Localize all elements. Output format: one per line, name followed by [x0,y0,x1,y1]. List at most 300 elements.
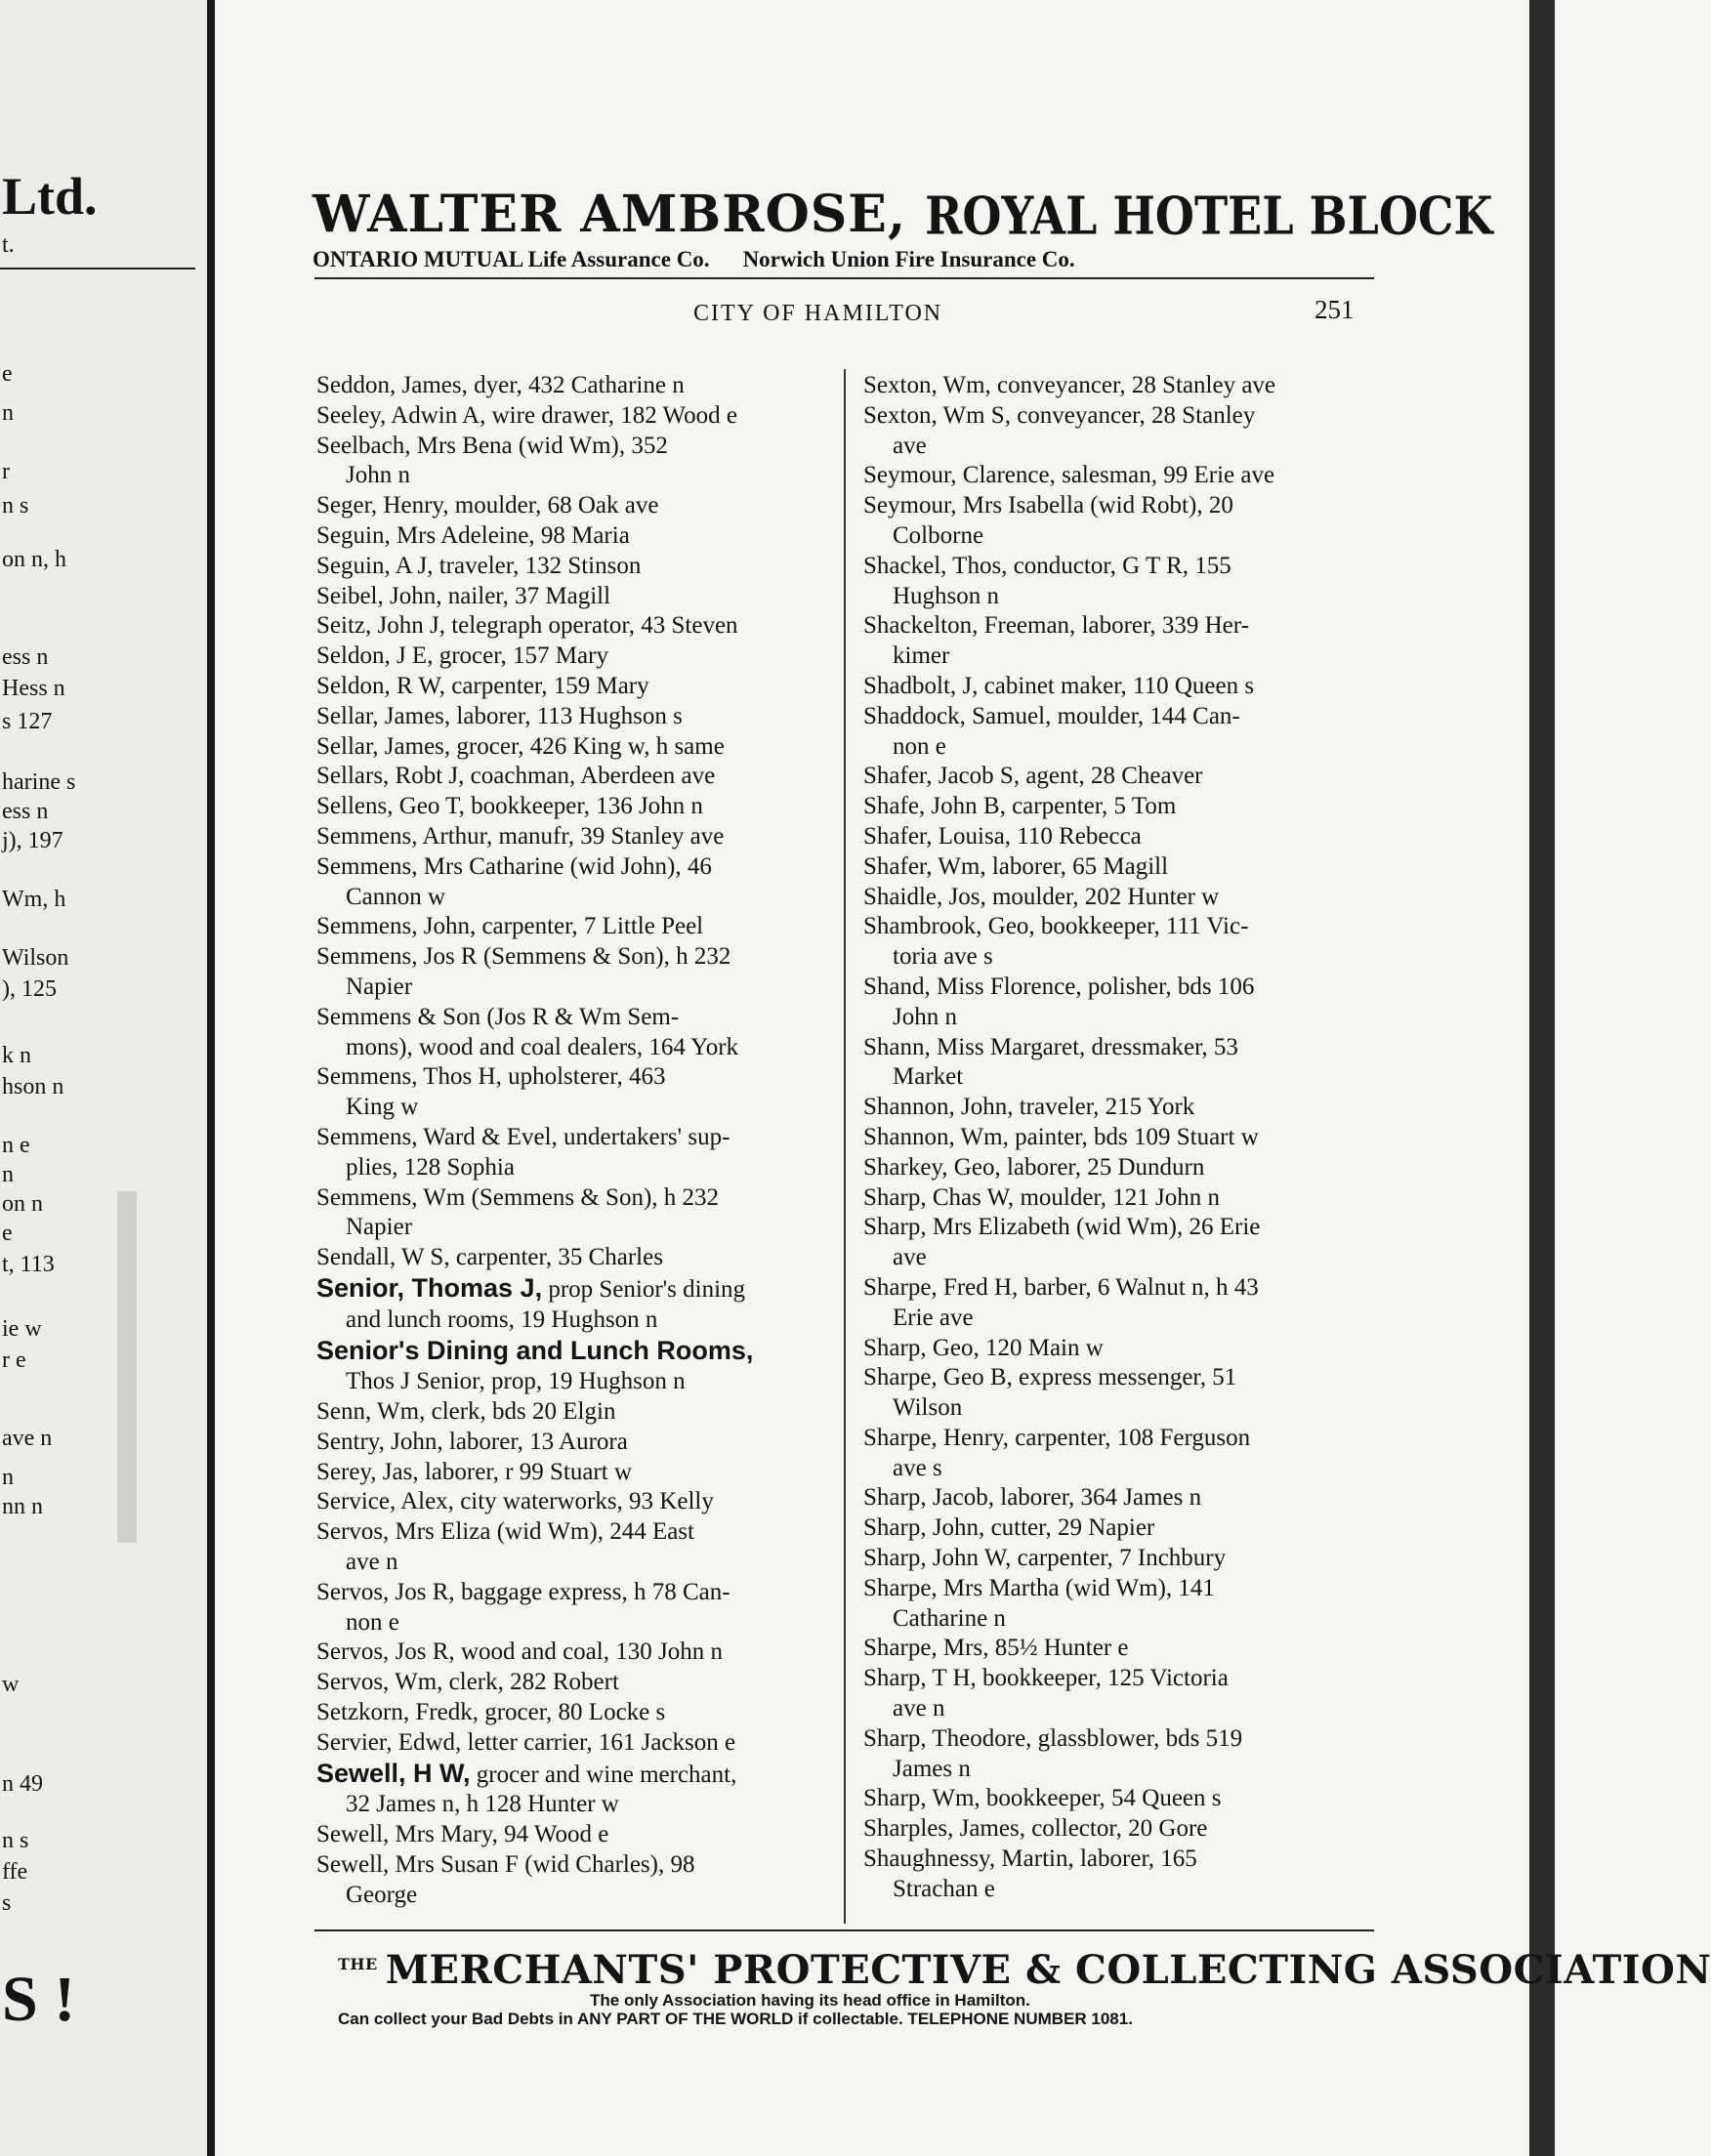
entry-details: (wid Wm), 141 [1064,1574,1215,1601]
directory-entry [316,611,844,642]
directory-entry [863,1634,1391,1664]
entry-name: Seitz, John J, [316,612,445,640]
entry-details: coachman, Aberdeen ave [470,763,716,790]
advertiser-headline [313,185,1493,247]
entry-details: (wid Charles), 98 [524,1851,695,1879]
entry-name: Sharpe, Geo B, [863,1364,1013,1391]
prev-page-fragment: Wilson [2,945,69,971]
directory-column-right [863,371,1391,1905]
entry-name: Sharp, Jacob, [863,1484,994,1512]
entry-name: Seldon, R W, [316,672,445,699]
entry-details: collector, 20 Gore [1031,1815,1208,1843]
entry-details: moulder, 121 John n [1020,1183,1220,1211]
entry-name: Senior, Thomas J, [316,1272,543,1303]
directory-entry [316,432,844,492]
entry-details: bookkeeper, 54 Queen s [985,1785,1222,1812]
entry-details: conductor, G T R, 155 [1013,552,1231,579]
entry-name: Sewell, Mrs Mary, [316,1821,498,1848]
entry-continuation: 32 James n, h 128 Hunter w [346,1791,619,1818]
directory-entry [316,792,844,822]
page-number: 251 [1315,295,1355,324]
entry-details: wood and coal, 130 John n [460,1638,723,1666]
entry-name: Semmens & Son [316,1003,481,1030]
entry-details: (wid Robt), 20 [1090,492,1233,519]
entry-details: moulder, 202 Hunter w [991,883,1220,910]
entry-name: Sewell, H W, [316,1758,471,1788]
directory-entry [863,792,1391,822]
directory-entry [316,1517,844,1578]
directory-entry [863,401,1391,462]
directory-entry [863,1334,1391,1364]
entry-details: grocer and wine merchant, [476,1761,737,1788]
footer-advertisement [338,1943,1711,2029]
entry-name: Seger, Henry, [316,492,449,519]
ltd-fragment: Ltd. [2,167,98,226]
directory-entry [316,1850,844,1911]
entry-details: laborer, 113 Hughson s [456,702,683,729]
entry-name: Setzkorn, Fredk, [316,1699,479,1726]
entry-name: Sentry, John, [316,1428,443,1455]
entry-name: Semmens, Jos R [316,943,478,971]
prev-page-rule [0,268,195,270]
directory-entry [863,1845,1391,1905]
entry-continuation: Strachan e [893,1875,995,1902]
prev-page-fragment: n e [2,1133,30,1158]
prev-page-fragment: r e [2,1348,26,1373]
entry-name: Seddon, James, [316,372,468,398]
entry-details: conveyancer, 28 Stanley ave [997,372,1276,398]
entry-details: prop Senior's dining [548,1275,746,1303]
entry-name: Sharpe, Mrs Martha [863,1574,1060,1601]
entry-name: Semmens, Ward & Evel, [316,1123,558,1150]
entry-details: 94 Wood e [504,1821,609,1848]
prev-page-fragment: harine s [2,769,76,795]
entry-details: telegraph operator, 43 Steven [451,612,738,640]
entry-details: nailer, 37 Magill [447,582,611,609]
directory-entry [316,1578,844,1638]
entry-name: Sewell, Mrs Susan F [316,1851,519,1879]
entry-details: laborer, r 99 Stuart w [424,1458,632,1485]
entry-details: barber, 6 Walnut n, h 43 [1023,1273,1259,1301]
directory-entry [863,883,1391,913]
directory-entry [863,762,1391,792]
directory-entry [316,1428,844,1458]
directory-entry [863,1273,1391,1334]
prev-page-fragment: j), 197 [2,828,63,853]
directory-entry [863,973,1391,1033]
prev-page-fragment: n [2,400,14,426]
directory-entry [316,1003,844,1063]
entry-details: baggage express, h 78 Can- [460,1578,730,1605]
entry-name: Sharpe, Fred H, [863,1273,1019,1301]
prev-page-fragment: e [2,361,13,387]
prev-page-fragment: n s [2,493,29,518]
directory-entry [316,1273,844,1336]
entry-name: Seldon, J E, [316,643,434,670]
directory-entry [316,1820,844,1850]
entry-name: Sharp, John, [863,1514,985,1542]
association-contact: Can collect your Bad Debts in ANY PART OF THE WORLD if collectable. TELEPHONE NUMBER 1081. [338,2010,1133,2028]
entry-name: Semmens, Arthur, [316,822,493,850]
association-tagline: The only Association having its head office in Hamilton. [590,1991,1030,2010]
prev-page-fragment: Wm, h [2,887,66,912]
entry-details: carpenter, 159 Mary [451,672,649,699]
entry-name: Shackelton, Freeman, [863,612,1076,640]
entry-continuation: Market [893,1063,964,1091]
entry-details: (Semmens & Son), h 232 [471,1183,720,1211]
entry-name: Shannon, John, [863,1094,1014,1121]
entry-details: carpenter, 7 Little Peel [481,913,704,940]
entry-name: Sharp, Theodore, [863,1724,1032,1752]
directory-entry [863,491,1391,552]
directory-entry [863,702,1391,763]
directory-entry [863,822,1391,852]
entry-details: laborer, 165 [1079,1845,1197,1873]
prev-page-fragment: n 49 [2,1771,43,1797]
entry-details: salesman, 99 Erie ave [1062,462,1275,489]
directory-entry [863,1093,1391,1123]
entry-name: Servos, Mrs Eliza [316,1518,491,1546]
entry-continuation: Erie ave [893,1304,974,1331]
previous-page-fragment [0,0,207,2156]
entry-name: Servos, Jos R, [316,1578,455,1605]
directory-entry [316,1336,844,1398]
prev-page-fragment: ie w [2,1316,42,1342]
entry-details: (wid Wm), 352 [518,432,668,459]
entry-continuation: mons), wood and coal dealers, 164 York [346,1033,739,1060]
entry-continuation: John n [346,462,410,489]
entry-details: carpenter, 7 Inchbury [1017,1545,1227,1572]
entry-details: traveler, 132 Stinson [438,552,642,579]
entry-name: Shaddock, Samuel, [863,702,1052,729]
directory-entry [316,552,844,582]
directory-entry [863,461,1391,491]
column-divider [844,369,846,1924]
entry-name: Servos, Jos R, [316,1638,455,1666]
association-title [338,1943,1711,1993]
entry-name: Shambrook, Geo, [863,913,1035,940]
entry-details: traveler, 215 York [1019,1094,1195,1121]
entry-name: Seymour, Clarence, [863,462,1056,489]
entry-details: laborer, 65 Magill [991,852,1169,880]
entry-details: 98 Maria [540,521,630,549]
directory-entry [316,401,844,432]
directory-entry [316,1458,844,1488]
entry-name: Seguin, Mrs Adeleine, [316,521,535,549]
directory-entry [863,1574,1391,1635]
directory-entry [316,1123,844,1183]
directory-entry [316,1183,844,1244]
entry-details: undertakers' sup- [563,1123,730,1150]
directory-entry [316,1243,844,1273]
entry-name: Senn, Wm, [316,1398,426,1426]
page-edge [1529,0,1555,2156]
prev-page-fragment: ess n [2,799,49,824]
entry-name: Shadbolt, J, [863,672,979,699]
directory-entry [863,912,1391,973]
entry-details: (wid Wm), 244 East [496,1518,694,1546]
entry-name: Service, Alex, [316,1488,454,1515]
prev-page-fragment: n [2,1465,14,1490]
directory-entry [863,1363,1391,1424]
entry-name: Shann, Miss Margaret, [863,1033,1086,1060]
advertiser-location: ROYAL HOTEL BLOCK [925,185,1493,247]
entry-details: carpenter, 5 Tom [1012,793,1177,820]
page-gutter [207,0,215,2156]
prev-page-fragment: r [2,459,10,484]
entry-name: Shafe, John B, [863,793,1006,820]
directory-entry [863,1183,1391,1214]
entry-continuation: plies, 128 Sophia [346,1153,515,1181]
directory-entry [316,762,844,792]
directory-entry [316,491,844,521]
entry-details: polisher, bds 106 [1087,973,1255,1000]
entry-continuation: Napier [346,1214,413,1241]
page-header [313,185,1493,272]
prev-page-fragment: hson n [2,1074,64,1099]
entry-name: Sexton, Wm S, [863,401,1011,429]
directory-entry [863,1483,1391,1513]
directory-entry [316,1698,844,1728]
entry-name: Shaidle, Jos, [863,883,986,910]
entry-details: carpenter, 35 Charles [455,1244,663,1271]
footer-rule [314,1929,1374,1931]
entry-details: (wid John), 46 [569,852,712,880]
entry-name: Semmens, Mrs Catharine [316,852,564,880]
entry-details: carpenter, 108 Ferguson [1015,1424,1251,1451]
entry-continuation: non e [346,1608,399,1636]
directory-entry [316,672,844,702]
directory-entry [316,521,844,552]
entry-details: agent, 28 Cheaver [1025,763,1203,790]
entry-name: Sharples, James, [863,1815,1025,1843]
prev-page-fragment: ffe [2,1859,28,1885]
entry-continuation: non e [893,732,946,760]
entry-details: laborer, 364 James n [1000,1484,1202,1512]
entry-details: clerk, 282 Robert [448,1669,619,1696]
entry-name: Shafer, Wm, [863,852,986,880]
entry-details: grocer, 426 King w, h same [456,732,725,760]
entry-details: clerk, bds 20 Elgin [431,1398,616,1426]
entry-details: cabinet maker, 110 Queen s [983,672,1255,699]
entry-name: Seelbach, Mrs Bena [316,432,513,459]
entry-continuation: Cannon w [346,883,446,910]
entry-details: painter, bds 109 Stuart w [1015,1123,1259,1150]
entry-details: moulder, 68 Oak ave [454,492,659,519]
entry-name: Shand, Miss Florence, [863,973,1082,1000]
directory-entry [863,1424,1391,1484]
entry-continuation: John n [893,1003,957,1030]
directory-entry [863,1724,1391,1785]
prev-page-fragment: t, 113 [2,1252,55,1277]
entry-continuation: James n [893,1755,971,1782]
directory-entry [316,1728,844,1759]
entry-name: Seeley, Adwin A, [316,401,486,429]
entry-continuation: George [346,1881,418,1908]
entry-name: Shaughnessy, Martin, [863,1845,1074,1873]
entry-details: letter carrier, 161 Jackson e [467,1728,736,1756]
entry-name: Sellars, Robt J, [316,763,465,790]
prev-page-fragment: ave n [2,1426,53,1451]
entry-details: (Jos R & Wm Sem- [486,1003,680,1030]
directory-entry [316,1638,844,1668]
directory-entry [863,611,1391,672]
entry-continuation: Hughson n [893,582,1000,609]
entry-name: Shafer, Louisa, [863,822,1012,850]
entry-name: Sharkey, Geo, [863,1153,1001,1181]
entry-continuation: Napier [346,973,413,1000]
entry-details: laborer, 13 Aurora [448,1428,628,1455]
directory-entry [316,1397,844,1428]
entry-continuation: ave n [346,1549,398,1576]
entry-continuation: ave s [893,1454,942,1481]
entry-details: laborer, 25 Dundurn [1006,1153,1205,1181]
directory-entry [863,1784,1391,1814]
entry-name: Shannon, Wm, [863,1123,1009,1150]
directory-entry [863,1513,1391,1544]
directory-entry [316,1062,844,1123]
entry-details: dressmaker, 53 [1091,1033,1238,1060]
entry-details: bookkeeper, 125 Victoria [982,1665,1229,1692]
entry-continuation: Catharine n [893,1604,1006,1632]
entry-name: Sharp, Chas W, [863,1183,1015,1211]
prev-page-fragment: Hess n [2,676,65,701]
entry-details: cutter, 29 Napier [990,1514,1155,1542]
running-head: CITY OF HAMILTON [693,301,943,326]
directory-entry [316,582,844,612]
prev-page-fragment: n [2,1162,14,1187]
entry-name: Seibel, John, [316,582,442,609]
entry-details: laborer, 339 Her- [1081,612,1249,640]
entry-name: Servier, Edwd, [316,1728,462,1756]
directory-entry [863,1544,1391,1574]
insurance-right: Norwich Union Fire Insurance Co. [742,247,1075,271]
directory-entry [863,852,1391,883]
directory-entry [863,1213,1391,1273]
entry-details: grocer, 157 Mary [438,643,608,670]
entry-name: Semmens, Wm [316,1183,466,1211]
prev-page-fragment: e [2,1221,13,1246]
prev-page-fragment: on n [2,1191,43,1217]
entry-details: 120 Main w [984,1334,1104,1361]
directory-entry [316,371,844,401]
entry-name: Shackel, Thos, [863,552,1008,579]
prev-page-fragment: n s [2,1828,29,1853]
entry-details: bookkeeper, 136 John n [471,793,703,820]
directory-entry [863,1123,1391,1153]
entry-continuation: ave [893,432,927,459]
advertiser-name: WALTER AMBROSE, [313,185,907,244]
entry-details: conveyancer, 28 Stanley [1017,401,1256,429]
entry-name: Sendall, W S, [316,1244,450,1271]
entry-details: moulder, 144 Can- [1057,702,1240,729]
entry-name: Seguin, A J, [316,552,434,579]
prev-page-fragment: ), 125 [2,976,57,1002]
entry-details: 110 Rebecca [1017,822,1142,850]
entry-name: Sharp, Wm, [863,1785,981,1812]
entry-details: 85½ Hunter e [994,1635,1129,1662]
entry-details: (wid Wm), 26 Erie [1076,1214,1261,1241]
directory-entry [316,942,844,1003]
directory-entry [316,1487,844,1517]
entry-details: manufr, 39 Stanley ave [498,822,725,850]
directory-entry [863,371,1391,401]
directory-entry [316,732,844,763]
prev-page-fragment: nn n [2,1494,43,1519]
entry-continuation: Colborne [893,521,984,549]
entry-details: wire drawer, 182 Wood e [491,401,737,429]
prev-page-fragment: s 127 [2,709,53,734]
entry-continuation: Thos J Senior, prop, 19 Hughson n [346,1368,686,1395]
entry-name: Sharp, Geo, [863,1334,980,1361]
association-the: THE [338,1955,378,1973]
prev-page-fragment: t. [2,232,15,258]
prev-page-fragment: s [2,1890,12,1916]
insurance-left: ONTARIO MUTUAL Life Assurance Co. [313,247,710,271]
entry-details: bookkeeper, 111 Vic- [1040,913,1249,940]
directory-entry [316,702,844,732]
insurance-line [313,247,1377,272]
entry-name: Sellar, James, [316,732,451,760]
entry-details: (Semmens & Son), h 232 [482,943,731,971]
entry-name: Sellar, James, [316,702,451,729]
directory-entry [316,642,844,672]
directory-entry [863,1033,1391,1094]
entry-name: Sharpe, Mrs, [863,1635,989,1662]
directory-entry [863,1153,1391,1183]
header-rule [314,277,1374,279]
entry-continuation: and lunch rooms, 19 Hughson n [346,1306,658,1333]
prev-page-fragment: ess n [2,644,49,670]
entry-name: Semmens, Thos H, [316,1063,502,1091]
entry-details: dyer, 432 Catharine n [474,372,685,398]
prev-page-fragment: w [2,1672,20,1697]
directory-entry [316,822,844,852]
entry-name: Servos, Wm, [316,1669,443,1696]
entry-details: grocer, 80 Locke s [484,1699,666,1726]
entry-continuation: kimer [893,643,950,670]
entry-details: city waterworks, 93 Kelly [460,1488,714,1515]
directory-entry [316,1668,844,1698]
entry-name: Seymour, Mrs Isabella [863,492,1085,519]
prev-page-fragment: on n, h [2,547,66,572]
entry-name: Sharpe, Henry, [863,1424,1010,1451]
directory-entry [863,552,1391,612]
prev-page-exclaim: S ! [2,1964,76,2035]
directory-entry [316,912,844,942]
entry-name: Semmens, John, [316,913,477,940]
entry-name: Sexton, Wm, [863,372,991,398]
directory-entry [863,1664,1391,1724]
entry-name: Sharp, Mrs Elizabeth [863,1214,1070,1241]
entry-continuation: toria ave s [893,943,993,971]
entry-name: Sharp, John W, [863,1545,1012,1572]
entry-continuation: ave [893,1244,927,1271]
entry-name: Serey, Jas, [316,1458,419,1485]
entry-continuation: ave n [893,1695,945,1722]
entry-details: glassblower, bds 519 [1037,1724,1243,1752]
directory-column-left [316,371,844,1911]
prev-page-fragment: k n [2,1043,31,1068]
entry-name: Shafer, Jacob S, [863,763,1021,790]
entry-name: Senior's Dining and Lunch Rooms, [316,1335,754,1365]
page-shadow [117,1191,137,1543]
entry-details: express messenger, 51 [1019,1364,1237,1391]
entry-continuation: King w [346,1094,419,1121]
directory-entry [316,852,844,913]
directory-entry [863,1814,1391,1845]
directory-entry [316,1759,844,1821]
